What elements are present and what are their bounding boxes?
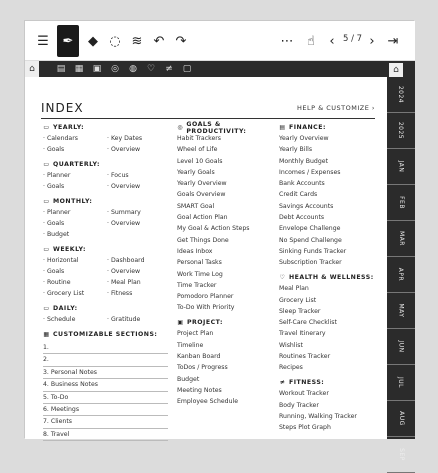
calendar-icon: ▭: [43, 198, 50, 206]
touch-icon[interactable]: ☝: [307, 33, 315, 49]
section-title[interactable]: FITNESS:: [289, 379, 325, 387]
section-title[interactable]: QUARTERLY:: [53, 161, 100, 169]
back-icon[interactable]: ‹: [329, 33, 335, 49]
dumbbell-icon[interactable]: ≠: [165, 64, 173, 74]
side-tab-feb[interactable]: [387, 185, 415, 221]
calendar-icon: ▭: [43, 124, 50, 131]
link-project-plan[interactable]: Project Plan: [177, 330, 214, 338]
side-tab-jul[interactable]: [387, 365, 415, 401]
side-tab-apr[interactable]: [387, 257, 415, 293]
link-yearly-bills[interactable]: Yearly Bills: [279, 146, 313, 154]
side-tab-label: 2024: [397, 85, 405, 104]
side-tab-label: MAY: [397, 303, 405, 318]
link-sinking-funds-tracker[interactable]: Sinking Funds Tracker: [279, 247, 347, 255]
link-yearly-key-dates[interactable]: · Key Dates: [107, 135, 167, 143]
heart-icon[interactable]: ♡: [146, 64, 156, 74]
link-envelope-challenge[interactable]: Envelope Challenge: [279, 225, 341, 233]
pen-icon[interactable]: ✒: [57, 25, 79, 57]
section-finance: [279, 123, 383, 267]
briefcase-icon: ▣: [177, 319, 184, 327]
link-monthly-summary[interactable]: · Summary: [107, 209, 167, 217]
link-wheel-of-life[interactable]: Wheel of Life: [177, 146, 218, 154]
section-quarterly: [43, 160, 168, 191]
link-running-walking-tracker[interactable]: Running, Walking Tracker: [279, 412, 357, 420]
link-travel-itinerary[interactable]: Travel Itinerary: [279, 330, 326, 338]
section-project: [177, 318, 275, 406]
link-weekly-horizontal[interactable]: · Horizontal: [43, 257, 107, 265]
target-icon[interactable]: ◎: [111, 64, 119, 74]
section-health-wellness: [279, 273, 383, 372]
wallet-icon[interactable]: ◍: [129, 64, 137, 74]
link-recipes[interactable]: Recipes: [279, 364, 303, 372]
link-weekly-dashboard[interactable]: · Dashboard: [107, 257, 167, 265]
custom-section-4[interactable]: 4. Business Notes: [43, 379, 168, 391]
custom-section-2[interactable]: 2.: [43, 354, 168, 366]
tablet-screen: [24, 20, 414, 461]
custom-section-8[interactable]: 8. Travel: [43, 429, 168, 441]
page-indicator[interactable]: 5 / 7: [343, 34, 363, 44]
side-tab-label: AUG: [397, 411, 405, 426]
link-work-time-log[interactable]: Work Time Log: [177, 270, 223, 278]
document-icon[interactable]: ▢: [182, 64, 192, 74]
link-monthly-budget[interactable]: Monthly Budget: [279, 157, 328, 165]
toolbar: [25, 21, 415, 61]
section-title[interactable]: CUSTOMIZABLE SECTIONS:: [53, 331, 158, 339]
custom-section-1[interactable]: 1.: [43, 342, 168, 354]
side-tab-strip: [387, 77, 415, 461]
wallet-icon: ▤: [279, 124, 286, 131]
link-meal-plan[interactable]: Meal Plan: [279, 285, 309, 293]
link-smart-goal[interactable]: SMART Goal: [177, 202, 215, 210]
link-sleep-tracker[interactable]: Sleep Tracker: [279, 307, 321, 315]
link-yearly-overview[interactable]: · Overview: [107, 146, 167, 154]
link-daily-schedule[interactable]: · Schedule: [43, 316, 107, 324]
side-tab-aug[interactable]: [387, 401, 415, 437]
link-yearly-calendars[interactable]: · Calendars: [43, 135, 107, 143]
link-meeting-notes[interactable]: Meeting Notes: [177, 386, 222, 394]
link-steps-plot-graph[interactable]: Steps Plot Graph: [279, 424, 331, 432]
side-tab-sep[interactable]: [387, 437, 415, 473]
index-page: [25, 77, 387, 439]
target-icon: ◎: [177, 124, 184, 131]
lasso-icon[interactable]: ◌: [109, 33, 121, 49]
link-ideas-inbox[interactable]: Ideas Inbox: [177, 247, 213, 255]
calendar-icon: ▭: [43, 304, 50, 312]
calendar-icon: ▭: [43, 161, 50, 169]
link-incomes-expenses[interactable]: Incomes / Expenses: [279, 168, 341, 176]
link-monthly-overview[interactable]: · Overview: [107, 220, 167, 228]
link-my-goal-action-steps[interactable]: My Goal & Action Steps: [177, 225, 250, 233]
link-quarterly-goals[interactable]: · Goals: [43, 183, 107, 191]
side-tab-label: JAN: [397, 160, 405, 173]
section-title[interactable]: GOALS & PRODUCTIVITY:: [186, 120, 247, 135]
link-debt-accounts[interactable]: Debt Accounts: [279, 214, 325, 222]
link-self-care-checklist[interactable]: Self-Care Checklist: [279, 319, 337, 327]
link-habit-trackers[interactable]: Habit Trackers: [177, 135, 222, 142]
link-time-tracker[interactable]: Time Tracker: [177, 281, 217, 289]
link-daily-gratitude[interactable]: · Gratitude: [107, 316, 167, 324]
link-no-spend-challenge[interactable]: No Spend Challenge: [279, 236, 342, 244]
link-routines-tracker[interactable]: Routines Tracker: [279, 353, 331, 361]
more-icon[interactable]: ⋯: [280, 33, 294, 49]
link-monthly-planner[interactable]: · Planner: [43, 209, 107, 217]
template-tab-bar: [25, 61, 415, 77]
page-title: INDEX: [41, 101, 84, 115]
side-tab-label: JUL: [397, 376, 405, 389]
side-tab-label: SEP: [397, 448, 405, 461]
side-tab-may[interactable]: [387, 293, 415, 329]
section-yearly: [43, 123, 168, 154]
column-right: [279, 123, 383, 438]
help-customize-link[interactable]: HELP & CUSTOMIZE ›: [297, 104, 375, 112]
link-monthly-goals[interactable]: · Goals: [43, 220, 107, 228]
side-tab-label: 2025: [397, 121, 405, 140]
side-tab-label: FEB: [397, 196, 405, 209]
section-fitness: [279, 378, 383, 432]
link-todos-progress[interactable]: ToDos / Progress: [177, 364, 228, 372]
link-monthly-budget[interactable]: · Budget: [43, 231, 107, 239]
column-left: [43, 123, 168, 447]
link-savings-accounts[interactable]: Savings Accounts: [279, 202, 334, 210]
link-budget[interactable]: Budget: [177, 375, 200, 383]
side-tab-mar[interactable]: [387, 221, 415, 257]
link-yearly-goals[interactable]: · Goals: [43, 146, 107, 154]
link-quarterly-planner[interactable]: · Planner: [43, 172, 107, 180]
link-weekly-routine[interactable]: · Routine: [43, 279, 107, 287]
custom-section-7[interactable]: 7. Clients: [43, 416, 168, 428]
side-tab-jun[interactable]: [387, 329, 415, 365]
menu-icon[interactable]: ☰: [37, 33, 49, 49]
briefcase-icon[interactable]: ▣: [92, 64, 102, 74]
link-timeline[interactable]: Timeline: [177, 341, 204, 349]
title-divider: [41, 118, 375, 119]
expand-icon[interactable]: ⇥: [387, 33, 399, 49]
link-employee-schedule[interactable]: Employee Schedule: [177, 398, 239, 406]
side-tab-2024[interactable]: [387, 77, 415, 113]
section-title[interactable]: FINANCE:: [289, 124, 326, 131]
custom-section-6[interactable]: 6. Meetings: [43, 404, 168, 416]
link-finance-yearly-overview[interactable]: Yearly Overview: [279, 135, 329, 142]
eraser-icon[interactable]: ◆: [88, 33, 98, 49]
notebook-icon[interactable]: ▤: [56, 64, 66, 74]
link-yearly-goals[interactable]: Yearly Goals: [177, 168, 215, 176]
link-personal-tasks[interactable]: Personal Tasks: [177, 259, 222, 267]
home-icon-right[interactable]: ⌂: [389, 63, 403, 77]
side-tab-label: JUN: [397, 340, 405, 353]
custom-section-5[interactable]: 5. To-Do: [43, 392, 168, 404]
side-tab-label: MAR: [397, 231, 405, 246]
link-body-tracker[interactable]: Body Tracker: [279, 401, 319, 409]
link-level-10-goals[interactable]: Level 10 Goals: [177, 157, 223, 165]
side-tab-jan[interactable]: [387, 149, 415, 185]
link-quarterly-focus[interactable]: · Focus: [107, 172, 167, 180]
section-title[interactable]: HEALTH & WELLNESS:: [289, 274, 374, 282]
link-yearly-overview[interactable]: Yearly Overview: [177, 180, 227, 188]
link-wishlist[interactable]: Wishlist: [279, 341, 303, 349]
link-goals-overview[interactable]: Goals Overview: [177, 191, 226, 199]
link-kanban-board[interactable]: Kanban Board: [177, 353, 221, 361]
section-title[interactable]: MONTHLY:: [53, 198, 93, 206]
section-title[interactable]: WEEKLY:: [53, 246, 86, 254]
section-daily: [43, 304, 168, 324]
link-workout-tracker[interactable]: Workout Tracker: [279, 390, 329, 398]
clipboard-icon[interactable]: ▦: [74, 64, 84, 74]
side-tab-2025[interactable]: [387, 113, 415, 149]
section-customizable: [43, 330, 168, 441]
link-credit-cards[interactable]: Credit Cards: [279, 191, 318, 199]
undo-icon[interactable]: ↶: [153, 33, 165, 49]
link-weekly-meal-plan[interactable]: · Meal Plan: [107, 279, 167, 287]
link-get-things-done[interactable]: Get Things Done: [177, 236, 229, 244]
link-weekly-goals[interactable]: · Goals: [43, 268, 107, 276]
custom-section-3[interactable]: 3. Personal Notes: [43, 367, 168, 379]
section-goals-productivity: [177, 120, 275, 312]
forward-icon[interactable]: ›: [369, 33, 375, 49]
column-middle: [177, 120, 275, 412]
link-subscription-tracker[interactable]: Subscription Tracker: [279, 259, 342, 267]
section-title[interactable]: PROJECT:: [187, 319, 223, 327]
side-tab-label: APR: [397, 267, 405, 282]
home-icon[interactable]: ⌂: [25, 61, 39, 77]
calendar-icon: ▭: [43, 246, 50, 254]
link-weekly-fitness[interactable]: · Fitness: [107, 290, 167, 298]
section-title[interactable]: YEARLY:: [53, 124, 85, 131]
link-quarterly-overview[interactable]: · Overview: [107, 183, 167, 191]
link-weekly-overview[interactable]: · Overview: [107, 268, 167, 276]
link-pomodoro-planner[interactable]: Pomodoro Planner: [177, 293, 234, 301]
section-title[interactable]: DAILY:: [53, 304, 78, 312]
link-goal-action-plan[interactable]: Goal Action Plan: [177, 214, 228, 222]
link-weekly-grocery-list[interactable]: · Grocery List: [43, 290, 107, 298]
dumbbell-icon: ≠: [279, 379, 286, 387]
link-bank-accounts[interactable]: Bank Accounts: [279, 180, 325, 188]
grid-icon: ▦: [43, 331, 50, 339]
link-grocery-list[interactable]: Grocery List: [279, 296, 317, 304]
layers-icon[interactable]: ≋: [131, 33, 143, 49]
link-todo-with-priority[interactable]: To-Do With Priority: [177, 304, 235, 312]
section-monthly: [43, 197, 168, 239]
section-weekly: [43, 245, 168, 298]
redo-icon[interactable]: ↷: [175, 33, 187, 49]
heart-icon: ♡: [279, 274, 286, 282]
